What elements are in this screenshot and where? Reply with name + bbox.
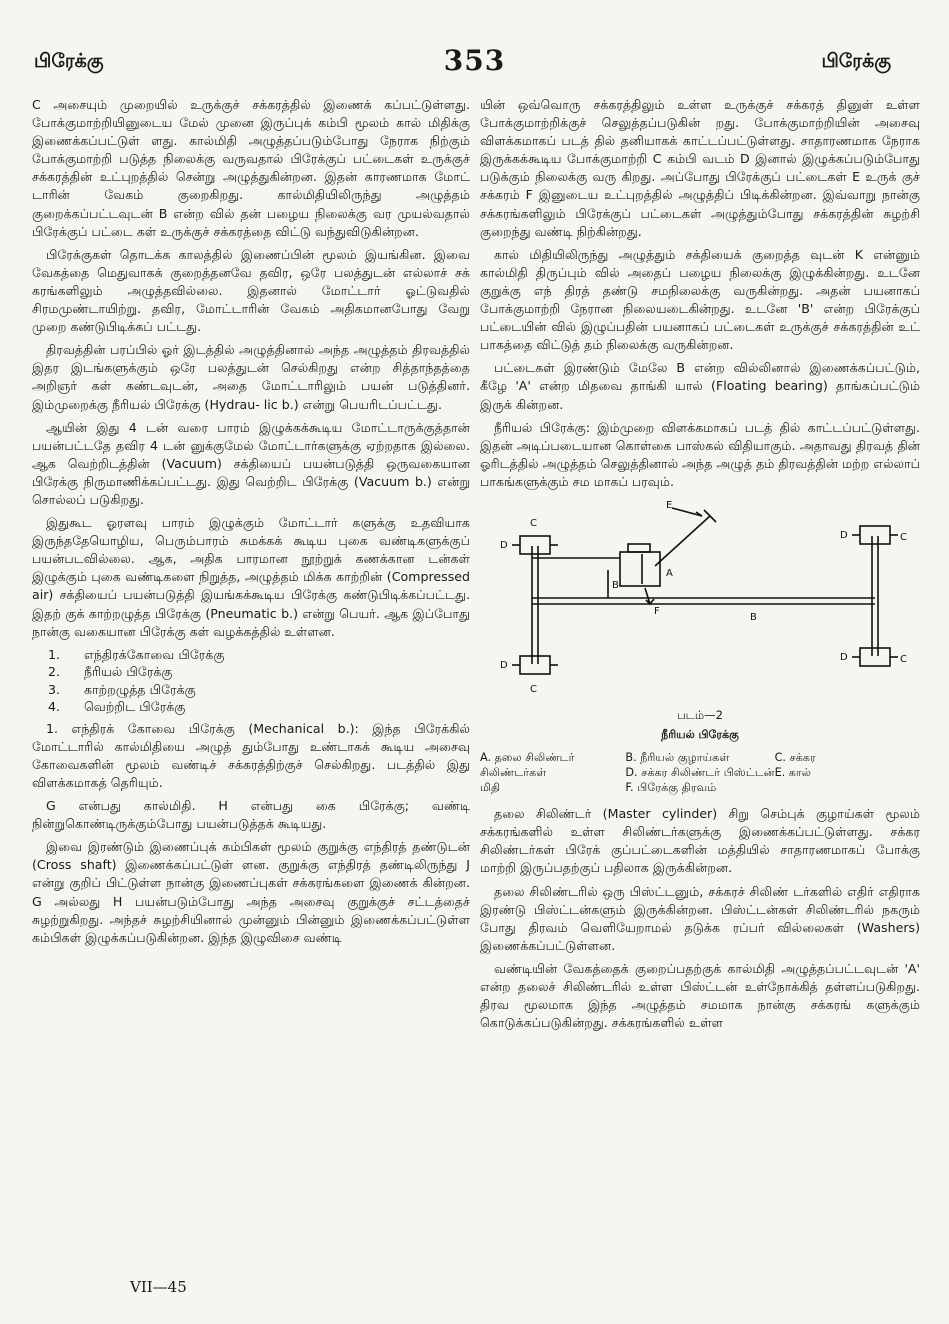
- wheel-cylinder-front-left: [520, 536, 550, 554]
- legend-item: சிலிண்டர்கள்: [480, 766, 547, 780]
- paragraph: G என்பது கால்மிதி. H என்பது கை பிரேக்கு; வண்டி நின்றுகொண்டிருக்கும்போது பயன்படுத்தக் கூடியது.: [32, 798, 470, 832]
- paragraph: C அசையும் முறையில் உருக்குச் சக்கரத்தில் இணைக் கப்பட்டுள்ளது. போக்குமாற்றியினுடைய மேல் முனை இருப்புக் கம்பி மூலம் கால் மிதிக்கு இணைக்கப்பட்டுள் ளது. கால்மிதி அழுத்தப்படும்போது நேராக நிற்கும் போக்குமாற்றி படுத்த நிலைக்கு வருவதால் பிரேக்குப் பட்டைகள் உருக்குச் சக்கரத்தின் உட்புறத்தில் சென்று அழுத்துகின்றன. இதன் காரணமாக மோட் டாரின் வேகம் குறைகிறது. கால்மிதியிலிருந்து அழுத்தம் குறைக்கப்பட்டவுடன் B என்ற வில் தன் பழைய நிலைக்கு வர முயல்வதால் பிரேக்குப் பட்டை கள் உருக்குச் சக்கரத்தை விட்டு வந்துவிடுகின்றன.: [32, 97, 470, 239]
- label-c-2: C: [530, 683, 537, 695]
- legend-item: F. பிரேக்கு திரவம்: [625, 781, 717, 795]
- running-head-right: பிரேக்கு: [821, 50, 891, 72]
- legend-item: மிதி: [480, 781, 501, 795]
- fluid-arrow: [645, 588, 654, 604]
- running-head-left: பிரேக்கு: [34, 50, 104, 72]
- label-d-2: D: [500, 659, 508, 671]
- label-d-4: D: [840, 651, 848, 663]
- legend-item: A. தலை சிலிண்டர்: [480, 751, 575, 765]
- paragraph: பிரேக்குகள் தொடக்க காலத்தில் இணைப்பின் மூலம் இயங்கின. இவை வேகத்தை மெதுவாகக் குறைத்தனவே தவிர, ஒரே பலத்துடன் எல்லாச் சக் கரங்களிலும் அழுத்தவில்லை. இதனால் மோட்டார் ஓட்டுவதில் சிரமமுண்டாயிற்று. தவிர, மோட்டாரின் வேகம் அதிகமானபோது வேறு முறை கண்டுபிடிக்கப் பட்டது.: [32, 246, 470, 335]
- paragraph: இவை இரண்டும் இணைப்புக் கம்பிகள் மூலம் குறுக்கு எந்திரத் தண்டுடன் (Cross shaft) இணைக்கப்பட்டுள் ளன. குறுக்கு எந்திரத் தண்டிலிருந்து J என்று குறிப் பிட்டுள்ள நான்கு இணைப்புகள் சக்கரங்களை இணைக் கின்றன. G அல்லது H பயன்படும்போது அந்த அசைவு குறுக்குச் சட்டத்தைச் சுழற்றுகிறது. அந்தச் சுழற்சியினால் முன்னும் பின்னும் இணைக்கப்பட்டுள்ள கம்பிகள் இழுக்கப்படுகின்றன. இந்த இழுவிசை வண்டி: [32, 839, 470, 945]
- brake-types-list: [32, 646, 470, 716]
- list-item: 2. நீரியல் பிரேக்கு: [48, 664, 173, 680]
- pedal-lever: [655, 516, 710, 566]
- paragraph: தலை சிலிண்டர் (Master cylinder) சிறு செம்புக் குழாய்கள் மூலம் சக்கரங்களில் உள்ள சிலிண்டர்களுக்கு இணைக்கப்பட்டுள்ளது. சக்கர சிலிண்டர்கள் பிரேக் குப்பட்டைகளின் மத்தியில் சாதாரணமாகப் போக்கு மாற்றி இருப்பதற்குப் பதிலாக இருக்கின்றன.: [480, 806, 920, 876]
- right-column: [480, 96, 920, 1037]
- master-reservoir: [628, 544, 650, 552]
- legend-item: D. சக்கர சிலிண்டர் பிஸ்ட்டன்: [625, 766, 775, 780]
- paragraph: ஆயின் இது 4 டன் வரை பாரம் இழுக்கக்கூடிய மோட்டாருக்குத்தான் பயன்பட்டதே தவிர 4 டன் னுக்குமேல் மோட்டார்களுக்கு ஏற்றதாக இல்லை. ஆக வெற்றிடத்தின் (Vacuum) சக்தியைப் பயன்படுத்தி ஒருவகையான பிரேக்கு நிருமாணிக்கப்பட்டது. இது வெற்றிட பிரேக்கு (Vacuum b.) என்று சொல்லப் படுகிறது.: [32, 419, 470, 507]
- hydraulic-brake-figure: [480, 496, 920, 795]
- label-c-1: C: [530, 517, 537, 529]
- wheel-cylinder-rear-right: [860, 648, 890, 666]
- paragraph: இதுகூட ஓரளவு பாரம் இழுக்கும் மோட்டார் களுக்கு உதவியாக இருந்ததேயொழிய, பெரும்பாரம் சுமக்கக் கூடிய புகை வண்டிகளுக்குப் பயன்படவில்லை. ஆக, அதிக பாரமான நூற்றுக் கணக்கான டன்கள் இழுக்கும் புகை வண்டிகளை நிறுத்த, அழுத்தம் மிக்க காற்றின் (Compressed air) சக்தியைப் பயன்படுத்தி இயங்கக்கூடிய பிரேக்கு கண்டுபிடிக்கப்பட்டது. இதற் குக் காற்றழுத்த பிரேக்கு (Pneumatic b.) என்று பெயர். ஆக இப்போது நான்கு வகையான பிரேக்கு கள் வழக்கத்தில் உள்ளன.: [32, 515, 470, 639]
- label-d-3: D: [840, 529, 848, 541]
- figure-title: படம்—2: [677, 707, 723, 722]
- label-b-2: B: [750, 611, 757, 623]
- wheel-cylinder-front-right: [860, 526, 890, 544]
- label-d-1: D: [500, 539, 508, 551]
- label-e: E: [666, 499, 673, 511]
- pedal-arrow: [672, 508, 702, 516]
- label-b-1: B: [612, 579, 619, 591]
- label-c-4: C: [900, 653, 907, 665]
- legend-item: E. கால்: [774, 766, 812, 780]
- left-column: [32, 96, 470, 952]
- page-number: 353: [443, 44, 506, 77]
- paragraph: 1. எந்திரக் கோவை பிரேக்கு (Mechanical b.): இந்த பிரேக்கில் மோட்டாரில் கால்மிதியை அழுத் தும்போது உண்டாகக் கூடிய அசைவு கோவைகளின் மூலம் வண்டிச் சக்கரத்திற்குச் செல்கிறது. படத்தில் இது விளக்கமாகத் தெரியும்.: [32, 720, 470, 790]
- wheel-cylinder-rear-left: [520, 656, 550, 674]
- list-item: 4. வெற்றிட பிரேக்கு: [48, 699, 186, 715]
- list-item: 3. காற்றழுத்த பிரேக்கு: [48, 681, 196, 697]
- paragraph: நீரியல் பிரேக்கு: இம்முறை விளக்கமாகப் படத் தில் காட்டப்பட்டுள்ளது. இதன் அடிப்படையான கொள்கை பாஸ்கல் விதியாகும். அதாவது திரவத் தின் ஓரிடத்தில் அழுத்தம் செலுத்தினால் அந்த அழுத் தம் திரவத்தின் மற்ற எல்லாப் பாகங்களுக்கும் சம மாகப் பரவும்.: [480, 419, 921, 489]
- hydraulic-brake-diagram: [480, 496, 920, 696]
- legend-item: C. சக்கர: [774, 751, 816, 765]
- master-cylinder: [620, 552, 660, 586]
- paragraph: திரவத்தின் பரப்பில் ஓர் இடத்தில் அழுத்தினால் அந்த அழுத்தம் திரவத்தில் இதர இடங்களுக்கும் ஒரே பலத்துடன் செல்கிறது என்ற சித்தாந்தத்தை அறிஞர் கள் கண்டவுடன், அதை மோட்டாரிலும் பயன் படுத்தினர். இம்முறைக்கு நீரியல் பிரேக்கு (Hydrau- lic b.) என்று பெயரிடப்பட்டது.: [32, 342, 470, 412]
- label-c-3: C: [900, 531, 907, 543]
- legend-item: [775, 780, 920, 795]
- paragraph: தலை சிலிண்டரில் ஒரு பிஸ்ட்டனும், சக்கரச் சிலிண் டர்களில் எதிர் எதிராக இரண்டு பிஸ்ட்டன்களும் இருக்கின்றன. பிஸ்ட்டன்கள் சிலிண்டரில் நகரும் போது திரவம் வெளியேறாமல் தடுக்க ரப்பர் வில்லைகள் (Washers) இணைக்கப்பட்டுள்ளன.: [480, 883, 920, 953]
- figure-legend: [480, 750, 920, 795]
- legend-item: B. நீரியல் குழாய்கள்: [625, 751, 730, 765]
- figure-subtitle: நீரியல் பிரேக்கு: [661, 728, 739, 742]
- volume-marker: VII—45: [130, 1278, 187, 1296]
- label-f: F: [654, 605, 660, 617]
- label-a: A: [666, 567, 673, 579]
- paragraph: வண்டியின் வேகத்தைக் குறைப்பதற்குக் கால்மிதி அழுத்தப்பட்டவுடன் 'A' என்ற தலைச் சிலிண்டரில் உள்ள பிஸ்ட்டன் உள்நோக்கித் தள்ளப்படுகிறது. திரவ மூலமாக இந்த அழுத்தம் சமமாக நான்கு சக்கரங் களுக்கும் கொடுக்கப்படுகின்றது. சக்கரங்களில் உள்ள: [480, 960, 920, 1031]
- paragraph: பட்டைகள் இரண்டும் மேலே B என்ற வில்லினால் இணைக்கப்பட்டும், கீழே 'A' என்ற மிதவை தாங்கி யால் (Floating bearing) தாங்கப்பட்டும் இருக் கின்றன.: [480, 360, 920, 412]
- list-item: 1. எந்திரக்கோவை பிரேக்கு: [48, 646, 225, 662]
- paragraph: கால் மிதியிலிருந்து அழுத்தும் சக்தியைக் குறைத்த வுடன் K என்னும் கால்மிதி திருப்பும் வில் அதைப் பழைய நிலைக்கு இழுக்கின்றது. உடனே குறுக்கு எந் திரத் தண்டு சமநிலைக்கு வருகின்றது. அதன் பயனாகப் போக்குமாற்றி நேரான நிலையடைகின்றது. உடனே 'B' என்ற பிரேக்குப் பட்டையின் வில் இழுப்பதின் பயனாகப் பட்டைகள் உருக்குச் சக்கரத்தின் உட் பாகத்தை விட்டுத் தம் நிலைக்கு வருகின்றன.: [480, 246, 920, 353]
- paragraph: யின் ஒவ்வொரு சக்கரத்திலும் உள்ள உருக்குச் சக்கரத் தினுள் உள்ள போக்குமாற்றிக்குச் செலுத்தப்படுகின் றது. போக்குமாற்றியின் அசைவு விளக்கமாகப் படத் தில் தனியாகக் காட்டப்பட்டுள்ளது. சாதாரணமாக நேராக இருக்கக்கூடிய போக்குமாற்றி C கம்பி வடம் D இனால் இழுக்கப்படும்போது படுக்கும் நிலைக்கு வரு கிறது. அப்போது பிரேக்குப் பட்டைகள் E உருக் குச் சக்கரம் F இனுடைய உட்புறத்தில் அழுத்திப் பிடிக்கின்றன. இவ்வாறு நான்கு சக்கரங்களிலும் பிரேக்குப் பட்டைகள் அழுத்தும்போது சக்கரத்தின் சுழற்சி குறைந்து வண்டி நிற்கின்றது.: [480, 97, 920, 239]
